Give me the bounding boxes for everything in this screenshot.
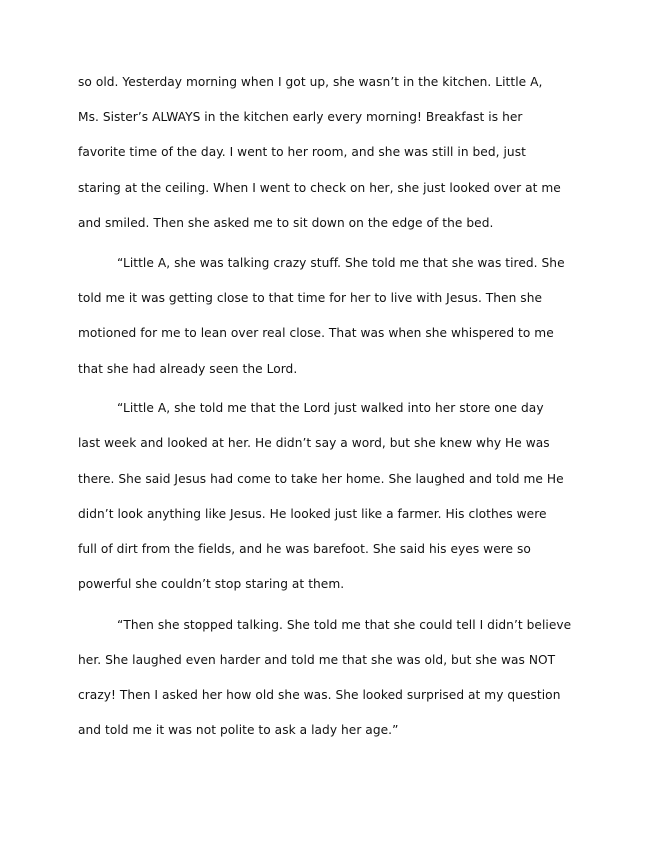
text-line: powerful she couldn’t stop staring at them. — [78, 577, 345, 591]
text-line: so old. Yesterday morning when I got up, she wasn’t in the kitchen. Little A, — [78, 75, 543, 89]
paragraph-first-line: “Little A, she told me that the Lord just walked into her store one day — [117, 401, 544, 415]
paragraph-first-line: “Then she stopped talking. She told me that she could tell I didn’t believe — [117, 618, 572, 632]
paragraph-first-line: “Little A, she was talking crazy stuff. She told me that she was tired. She — [117, 256, 565, 270]
text-line: and told me it was not polite to ask a lady her age.” — [78, 723, 399, 737]
text-line: staring at the ceiling. When I went to check on her, she just looked over at me — [78, 181, 561, 195]
text-line: last week and looked at her. He didn’t say a word, but she knew why He was — [78, 436, 550, 450]
text-line: motioned for me to lean over real close. That was when she whispered to me — [78, 326, 554, 340]
text-line: favorite time of the day. I went to her room, and she was still in bed, just — [78, 145, 526, 159]
text-line: that she had already seen the Lord. — [78, 362, 298, 376]
text-line: there. She said Jesus had come to take her home. She laughed and told me He — [78, 472, 564, 486]
text-line: told me it was getting close to that time for her to live with Jesus. Then she — [78, 291, 543, 305]
text-line: her. She laughed even harder and told me that she was old, but she was NOT — [78, 653, 556, 667]
text-line: crazy! Then I asked her how old she was. She looked surprised at my question — [78, 688, 561, 702]
text-line: and smiled. Then she asked me to sit down on the edge of the bed. — [78, 216, 494, 230]
text-line: didn’t look anything like Jesus. He looked just like a farmer. His clothes were — [78, 507, 547, 521]
text-line: full of dirt from the fields, and he was barefoot. She said his eyes were so — [78, 542, 531, 556]
text-line: Ms. Sister’s ALWAYS in the kitchen early every morning! Breakfast is her — [78, 110, 523, 124]
